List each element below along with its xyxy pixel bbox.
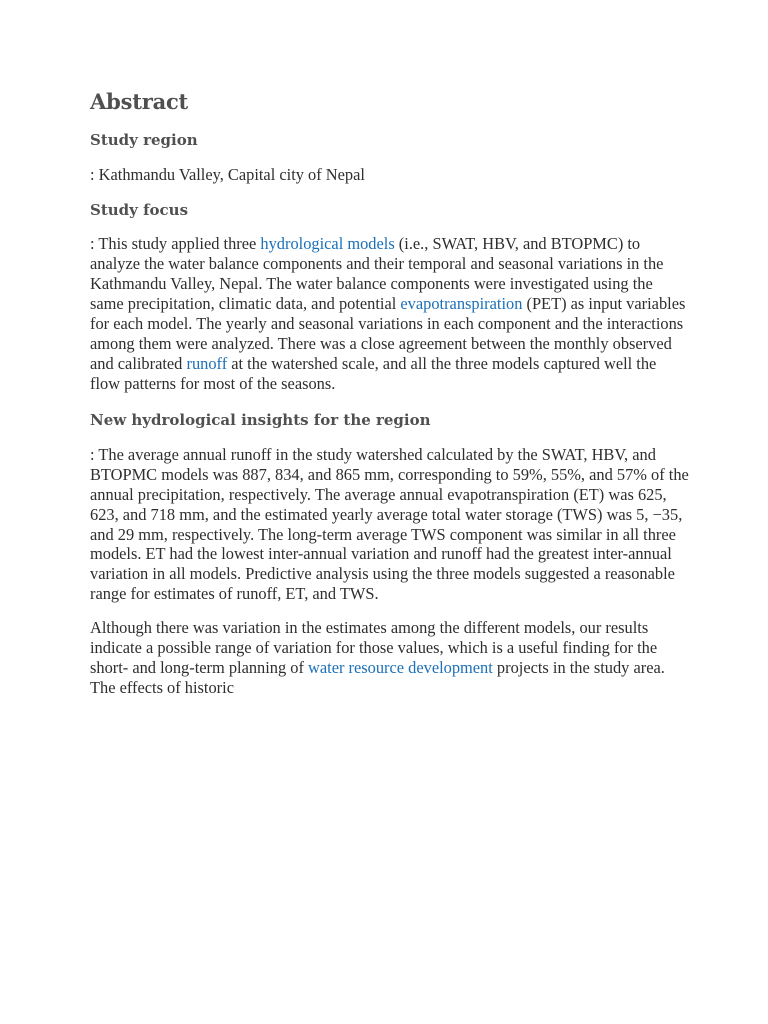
study-focus-text-part3: (PET) as input variables for each model. The yearly and seasonal variations in each component and the interactions among them were analyzed. There was a close agreement between the monthly observed and calibrated bbox=[90, 293, 686, 373]
study-focus-text-part1: : This study applied three bbox=[90, 234, 261, 254]
link-runoff[interactable]: runoff bbox=[186, 353, 228, 373]
link-water-resource-development[interactable]: water resource development bbox=[308, 658, 493, 678]
section-heading-new-insights: New hydrological insights for the region bbox=[90, 411, 431, 430]
study-focus-text-part4: at the watershed scale, and all the three models captured well the flow patterns for most of the seasons. bbox=[90, 353, 657, 393]
link-evapotranspiration[interactable]: evapotranspiration bbox=[400, 293, 523, 313]
abstract-article bbox=[90, 88, 690, 712]
link-hydrological-models[interactable]: hydrological models bbox=[260, 234, 395, 254]
study-focus-text-part2: (i.e., SWAT, HBV, and BTOPMC) to analyze the water balance components and their temporal and seasonal variations in the Kathmandu Valley, Nepal. The water balance components were investigated using the same precipitation, climatic data, and potential bbox=[90, 234, 664, 313]
conclusion-text-part1: Although there was variation in the estimates among the different models, our results indicate a possible range of variation for those values, which is a useful finding for the short- and long-term planning of bbox=[90, 618, 658, 678]
study-region-text: : Kathmandu Valley, Capital city of Nepal bbox=[90, 164, 365, 184]
section-heading-study-focus: Study focus bbox=[90, 200, 189, 219]
conclusion-text-part2: projects in the study area. The effects of historic bbox=[90, 658, 665, 697]
new-insights-text: : The average annual runoff in the study watershed calculated by the SWAT, HBV, and BTOPMC models was 887, 834, and 865 mm, corresponding to 59%, 55%, and 57% of the annual precipitation, respectively. The average annual evapotranspiration (ET) was 625, 623, and 718 mm, and the estimated yearly average total water storage (TWS) was 5, −35, and 29 mm, respectively. The long-term average TWS component was similar in all three models. ET had the lowest inter-annual variation and runoff had the greatest inter-annual variation in all models. Predictive analysis using the three models suggested a reasonable range for estimates of runoff, ET, and TWS. bbox=[90, 444, 689, 604]
section-heading-study-region: Study region bbox=[90, 131, 198, 150]
study-focus-text bbox=[90, 234, 690, 393]
new-insights-conclusion-text bbox=[90, 618, 690, 698]
abstract-title: Abstract bbox=[90, 89, 189, 114]
